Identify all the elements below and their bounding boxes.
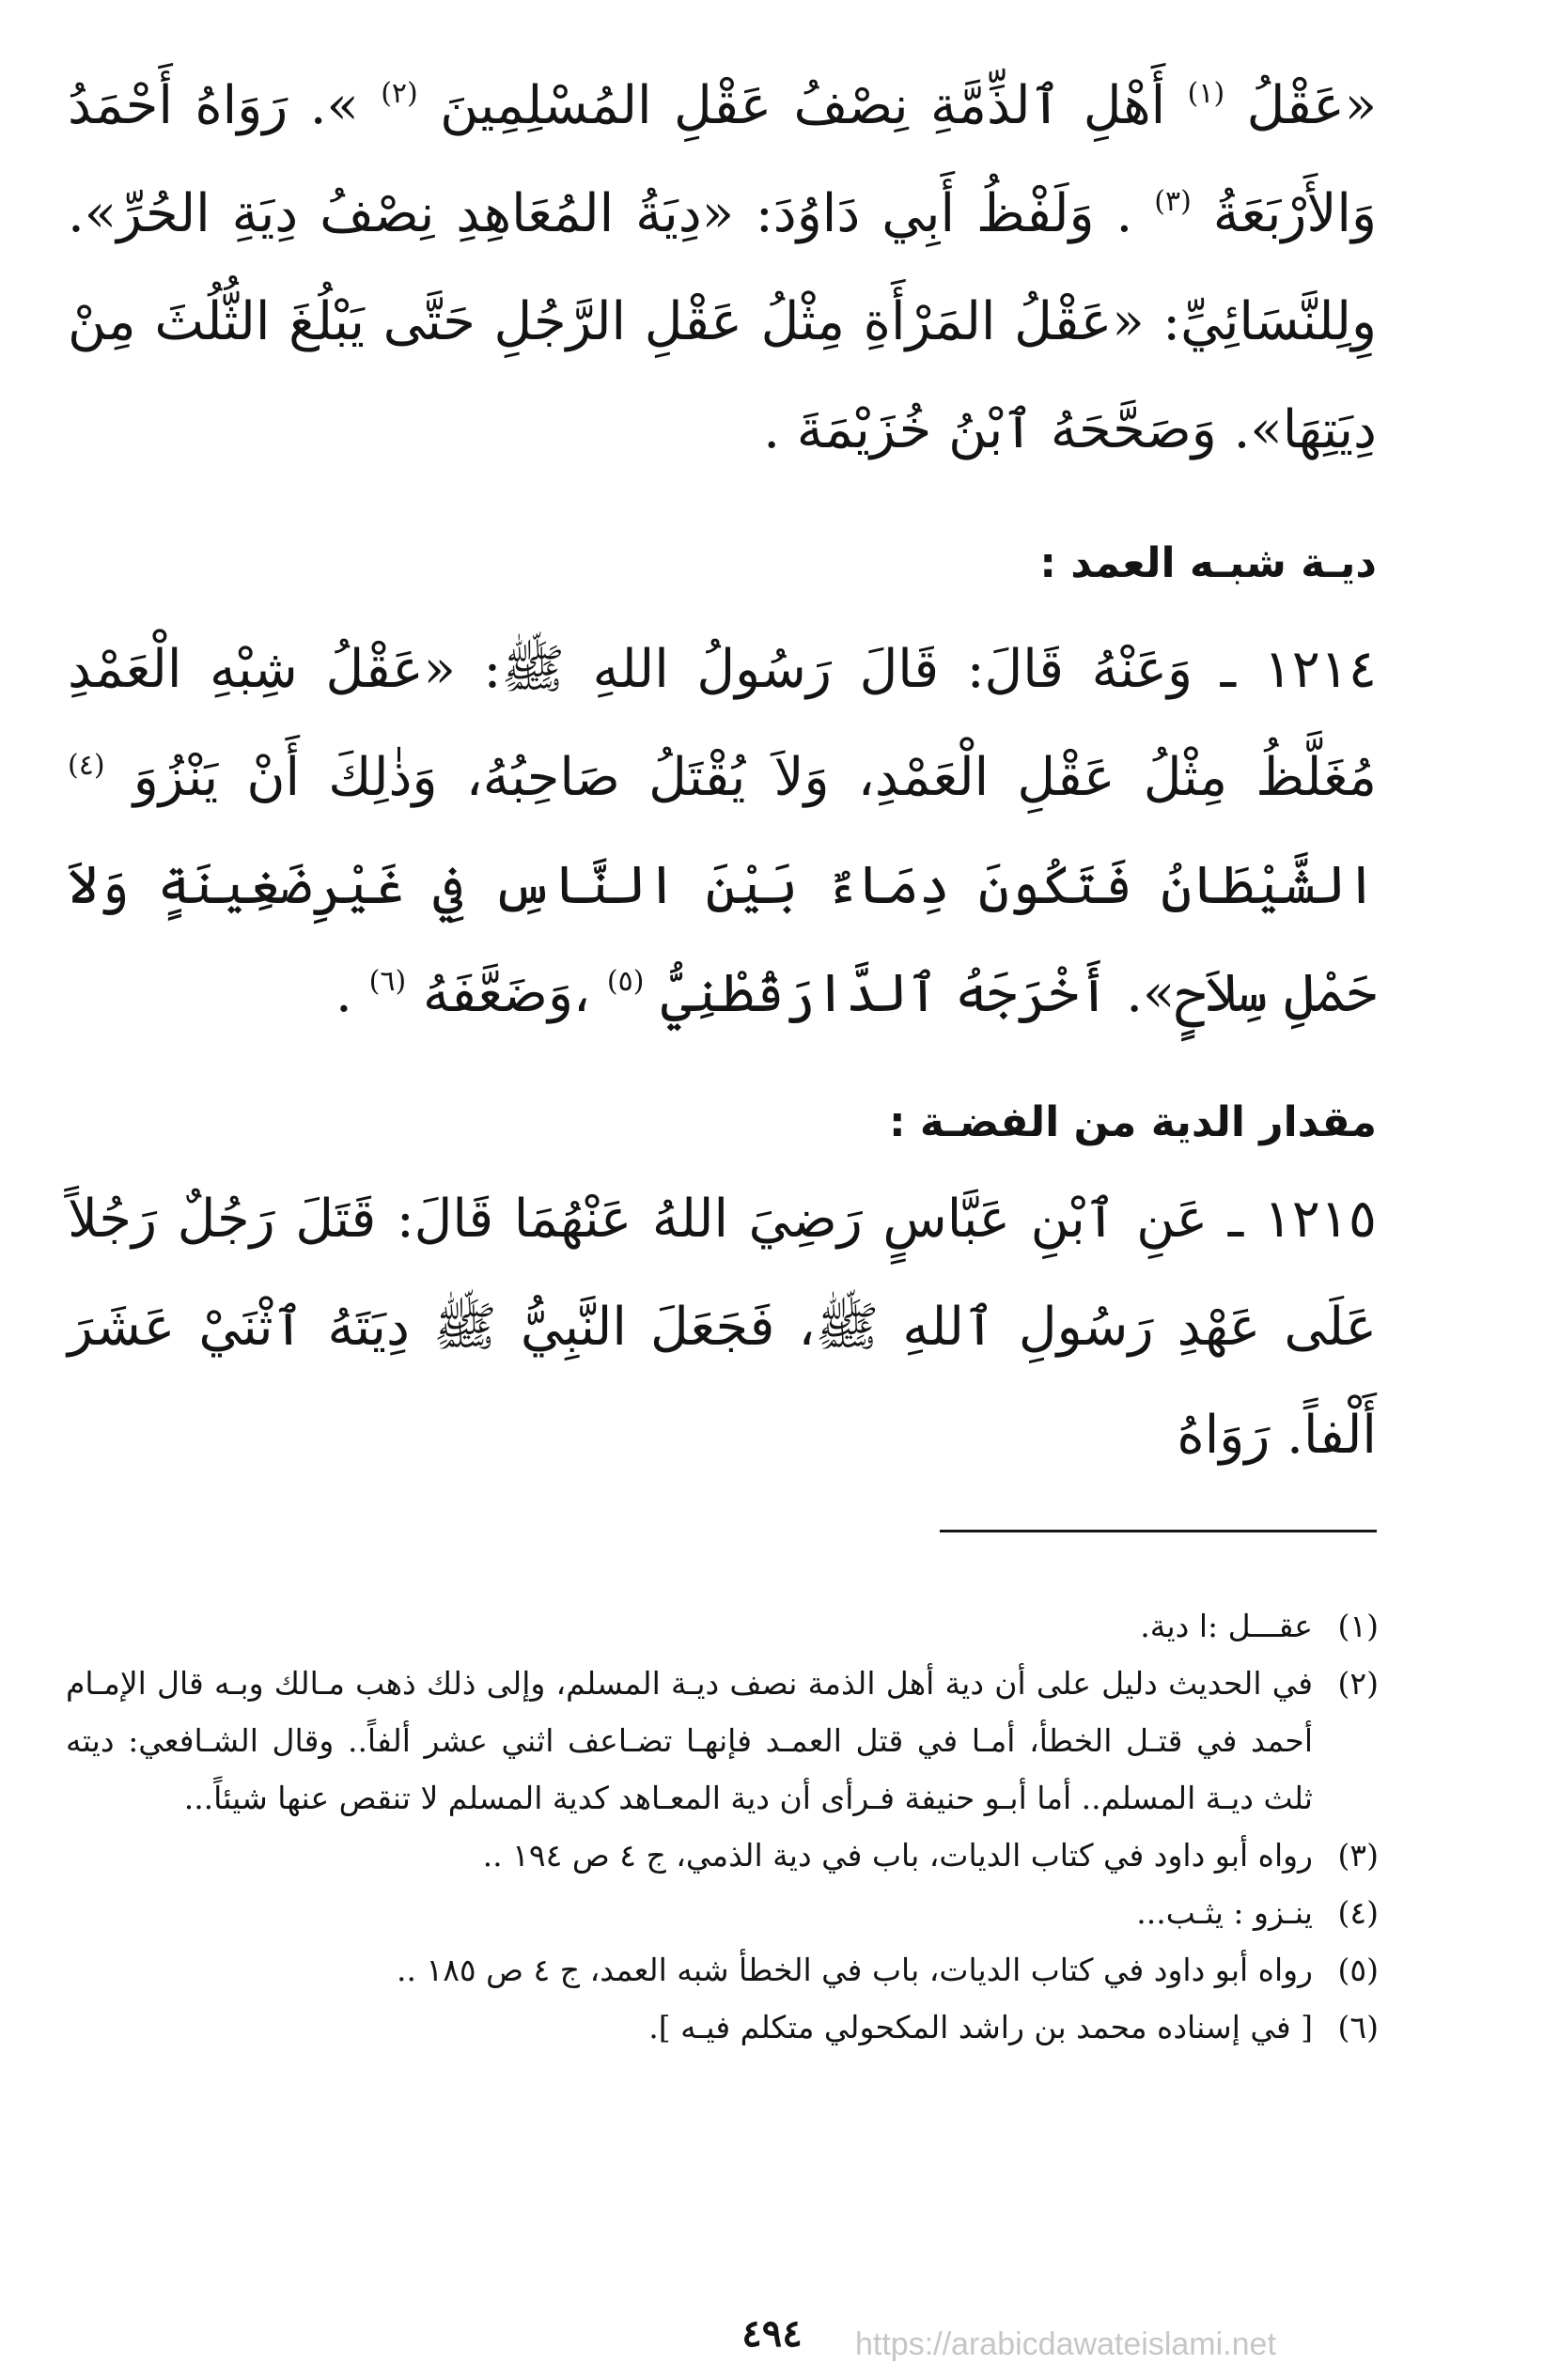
hadith-paragraph-1215: [68, 1165, 1377, 1489]
footnote-text: رواه أبو داود في كتاب الديات، باب في الخطأ شبه العمد، ج ٤ ص ١٨٥ ..: [396, 1952, 1313, 1988]
footnote-number: (٢): [1337, 1665, 1379, 1702]
text-segment: ١٢١٤ ـ وَعَنْهُ قَالَ: قَالَ رَسُولُ اللهِ ﷺ: «عَقْلُ شِبْهِ الْعَمْدِ مُغَلَّظُ مِثْلُ عَقْلِ الْعَمْدِ، وَلاَ يُقْتَلُ صَاحِبُهُ، وَذٰلِكَ أَنْ يَنْزُوَ: [68, 639, 1377, 808]
text-segment: أَهْلِ ٱلذِّمَّةِ نِصْفُ عَقْلِ المُسْلِمِينَ: [440, 75, 1166, 136]
footnote-ref-6[interactable]: (٦): [368, 965, 407, 998]
footnote-text: رواه أبو داود في كتاب الديات، باب في دية الذمي، ج ٤ ص ١٩٤ ..: [482, 1837, 1313, 1874]
text-segment: ،وَضَعَّفَهُ: [423, 963, 591, 1024]
footnote-separator: [940, 1530, 1377, 1532]
text-segment: «عَقْلُ: [1246, 75, 1378, 136]
footnote-item: [66, 1827, 1379, 1884]
section-heading-silver-diya: مقدار الدية من الفضـة :: [888, 1098, 1377, 1146]
text-segment: . وَلَفْظُ أَبِي دَاوُدَ: «دِيَةُ المُعَاهِدِ نِصْفُ دِيَةِ الحُرِّ». وِلِلنَّسَائِيِّ: «عَقْلُ المَرْأَةِ مِثْلُ عَقْلِ الرَّجُلِ حَتَّى يَبْلُغَ الثُّلُثَ مِنْ دِيَتِهَا». وَصَحَّحَهُ ٱبْنُ خُزَيْمَةَ .: [68, 183, 1377, 460]
footnote-text: عقـــل :ا دية.: [1140, 1608, 1313, 1644]
section-heading-shibh-al-amd: ديـة شبـه العمد :: [1039, 539, 1377, 587]
footnote-number: (٥): [1337, 1952, 1379, 1988]
text-segment: .: [335, 963, 352, 1024]
footnote-text: [ في إسناده محمد بن راشد المكحولي متكلم فيـه ].: [648, 2009, 1313, 2046]
footnote-item: [66, 1655, 1379, 1827]
main-text: [68, 52, 1377, 1489]
text-segment: ١٢١٥ ـ عَنِ ٱبْنِ عَبَّاسٍ رَضِيَ اللهُ عَنْهُمَا قَالَ: قَتَلَ رَجُلٌ رَجُلاً عَلَى عَهْدِ رَسُولِ ٱللهِ ﷺ، فَجَعَلَ النَّبِيُّ ﷺ دِيَتَهُ ٱثْنَيْ عَشَرَ أَلْفاً. رَوَاهُ: [68, 1189, 1377, 1466]
watermark-url: https://arabicdawateislami.net: [855, 2326, 1276, 2362]
footnote-number: (٦): [1337, 2009, 1379, 2046]
footnote-ref-3[interactable]: (٣): [1154, 185, 1192, 218]
page-number: ٤٩٤: [741, 2311, 803, 2356]
footnote-item: [66, 1597, 1379, 1655]
footnote-text: ينـزو : يثـب...: [1136, 1894, 1313, 1931]
footnote-item: [66, 1941, 1379, 1999]
footnotes: [66, 1597, 1379, 2056]
footnote-text: في الحديث دليل على أن دية أهل الذمة نصف ديـة المسلم، وإلى ذلك ذهب مـالك وبـه قال الإمـام أحمد في قتـل الخطأ، أمـا في قتل العمـد فإنهـا تضـاعف اثني عشر ألفاً.. وقال الشـافعي: ديته ثلث ديـة المسلم.. أما أبـو حنيفة فـرأى أن دية المعـاهد كدية المسلم لا تنقص عنها شيئاً...: [66, 1665, 1313, 1816]
footnote-ref-4[interactable]: (٤): [68, 749, 105, 782]
footnote-ref-2[interactable]: (٢): [381, 77, 418, 110]
text-segment: الشَّيْطَانُ فَتَكُونَ دِمَاءٌ بَيْنَ النَّاسِ فِي غَيْرِضَغِينَةٍ وَلاَ حَمْلِ سِلاَحٍ». أَخْرَجَهُ ٱلدَّارَقُطْنِيُّ: [68, 855, 1377, 1024]
hadith-paragraph-1214: [68, 615, 1377, 1048]
hadith-paragraph-1: [68, 52, 1377, 484]
footnote-number: (١): [1337, 1608, 1379, 1644]
footnote-item: [66, 1999, 1379, 2056]
footnote-number: (٤): [1337, 1894, 1379, 1931]
footnote-number: (٣): [1337, 1837, 1379, 1874]
footnote-ref-5[interactable]: (٥): [606, 965, 645, 998]
text-segment: ». رَوَاهُ أَحْمَدُ وَالأَرْبَعَةُ: [68, 75, 1377, 244]
footnote-ref-1[interactable]: (١): [1187, 77, 1225, 110]
footnote-item: [66, 1884, 1379, 1941]
